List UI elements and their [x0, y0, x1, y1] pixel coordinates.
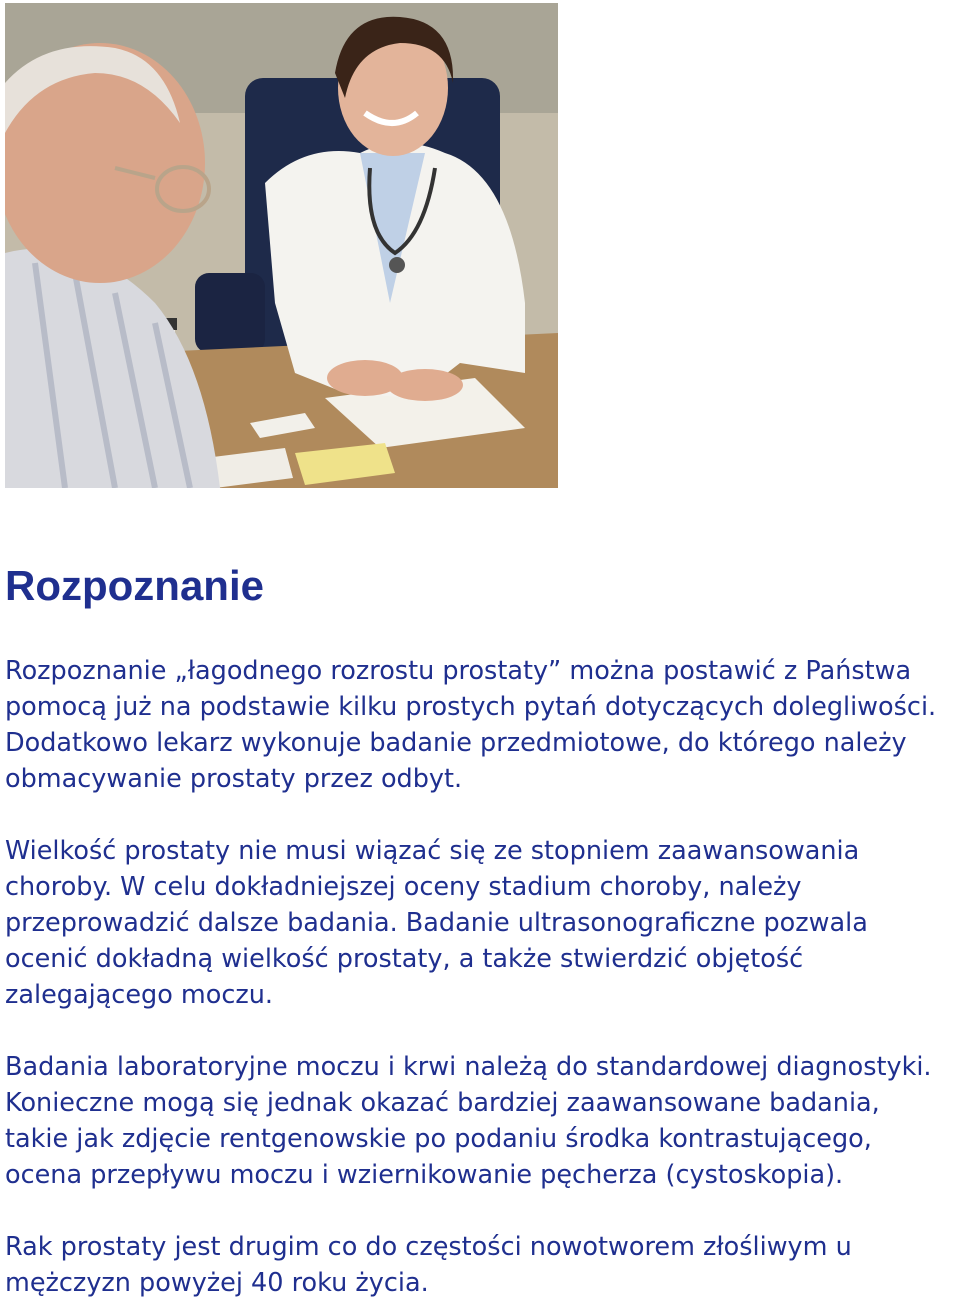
page-title: Rozpoznanie: [5, 562, 264, 609]
paragraph-prostate-size: Wielkość prostaty nie musi wiązać się ze stopniem zaawansowania choroby. W celu dokładniejszej oceny stadium choroby, należy przeprowadzić dalsze badania. Badanie ultrasonograficzne pozwala ocenić dokładną wielkość prostaty, a także stwierdzić objętość zalegającego moczu.: [5, 836, 868, 1010]
paragraph-cancer-note: Rak prostaty jest drugim co do częstości nowotworem złośliwym u mężczyzn powyżej 40 roku życia.: [5, 1232, 852, 1298]
doctor-consultation-photo: [5, 3, 558, 488]
paragraph-diagnosis: Rozpoznanie „łagodnego rozrostu prostaty” można postawić z Państwa pomocą już na podstawie kilku prostych pytań dotyczących dolegliwości. Dodatkowo lekarz wykonuje badanie przedmiotowe, do którego należy obmacywanie prostaty przez odbyt.: [5, 656, 937, 794]
body-text: [5, 653, 955, 1301]
photo-illustration: [5, 3, 558, 488]
paragraph-lab-tests: Badania laboratoryjne moczu i krwi należą do standardowej diagnostyki. Konieczne mogą się jednak okazać bardziej zaawansowane badania, takie jak zdjęcie rentgenowskie po podaniu środka kontrastującego, ocena przepływu moczu i wziernikowanie pęcherza (cystoskopia).: [5, 1052, 932, 1190]
